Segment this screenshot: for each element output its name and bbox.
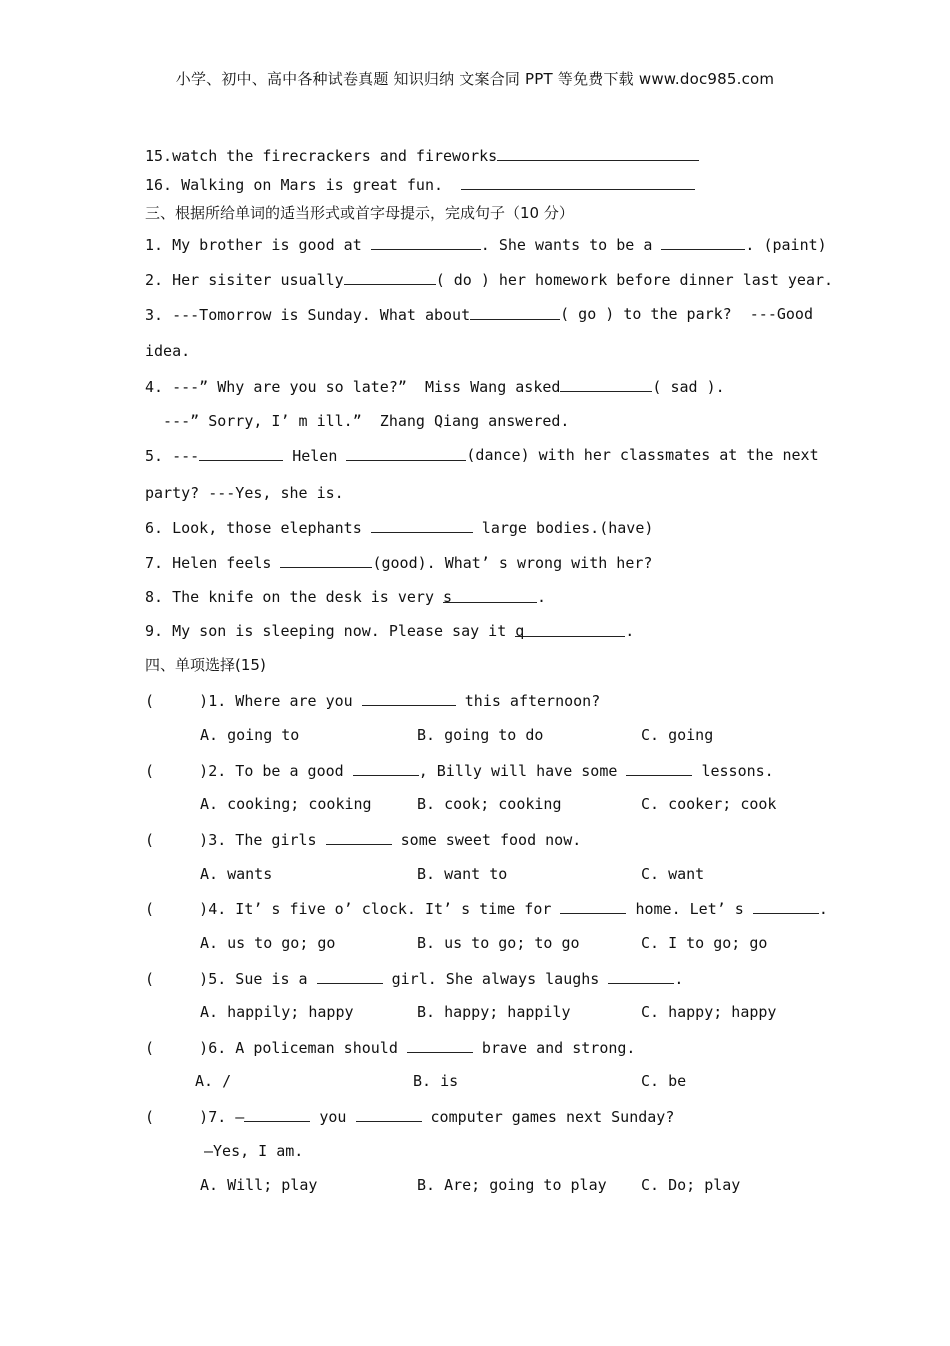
mc-7-option-b[interactable]: B. Are; going to play bbox=[417, 1176, 607, 1194]
answer-blank[interactable]: q bbox=[515, 621, 625, 637]
p3-question-1: 1. My brother is good at . She wants to be a . (paint) bbox=[145, 236, 827, 254]
p3-question-7: 7. Helen feels (good). What’ s wrong with her? bbox=[145, 554, 653, 572]
p3-question-3: 3. ---Tomorrow is Sunday. What about ( go ) to the park? ---Good bbox=[145, 305, 813, 324]
section-3-title: 三、根据所给单词的适当形式或首字母提示，完成句子（10 分） bbox=[145, 204, 574, 222]
p3-question-6: 6. Look, those elephants large bodies.(have) bbox=[145, 519, 654, 537]
mc-3-option-b[interactable]: B. want to bbox=[417, 865, 508, 883]
p3-question-5: 5. --- Helen (dance) with her classmates at the next bbox=[145, 446, 819, 465]
answer-blank[interactable] bbox=[470, 304, 560, 320]
answer-blank[interactable] bbox=[497, 145, 699, 161]
answer-blank[interactable] bbox=[560, 898, 626, 914]
mc-6-option-c[interactable]: C. be bbox=[641, 1072, 687, 1090]
answer-blank[interactable] bbox=[371, 517, 473, 533]
mc-7-option-a[interactable]: A. Will; play bbox=[200, 1176, 318, 1194]
mc-question-2: ( )2. To be a good , Billy will have some lessons. bbox=[145, 762, 774, 780]
mc-question-4: ( )4. It’ s five o’ clock. It’ s time for home. Let’ s . bbox=[145, 900, 828, 918]
mc-5-option-b[interactable]: B. happy; happily bbox=[417, 1003, 571, 1021]
answer-blank[interactable] bbox=[626, 760, 692, 776]
mc-5-option-a[interactable]: A. happily; happy bbox=[200, 1003, 354, 1021]
mc-7-option-c[interactable]: C. Do; play bbox=[641, 1176, 741, 1194]
mc-6-option-b[interactable]: B. is bbox=[413, 1072, 459, 1090]
p3-question-2: 2. Her sisiter usually ( do ) her homework before dinner last year. bbox=[145, 271, 834, 289]
answer-blank[interactable] bbox=[346, 445, 466, 461]
answer-blank[interactable] bbox=[244, 1106, 310, 1122]
answer-blank[interactable] bbox=[356, 1106, 422, 1122]
p3-question-9: 9. My son is sleeping now. Please say it q . bbox=[145, 622, 635, 640]
answer-blank[interactable] bbox=[317, 968, 383, 984]
answer-blank[interactable]: s bbox=[443, 587, 537, 603]
mc-4-option-a[interactable]: A. us to go; go bbox=[200, 934, 336, 952]
answer-blank[interactable] bbox=[199, 445, 283, 461]
page-header: 小学、初中、高中各种试卷真题 知识归纳 文案合同 PPT 等免费下载 www.doc985.com bbox=[175, 70, 775, 88]
answer-blank[interactable] bbox=[371, 234, 481, 250]
answer-blank[interactable] bbox=[407, 1037, 473, 1053]
mc-question-3: ( )3. The girls some sweet food now. bbox=[145, 831, 582, 849]
answer-blank[interactable] bbox=[608, 968, 674, 984]
p3-question-5-cont: party? ---Yes, she is. bbox=[145, 484, 344, 502]
mc-7-answer-line: —Yes, I am. bbox=[204, 1142, 304, 1160]
mc-4-option-b[interactable]: B. us to go; to go bbox=[417, 934, 580, 952]
mc-2-option-a[interactable]: A. cooking; cooking bbox=[200, 795, 372, 813]
mc-question-6: ( )6. A policeman should brave and strong. bbox=[145, 1039, 636, 1057]
answer-blank[interactable] bbox=[326, 829, 392, 845]
answer-blank[interactable] bbox=[362, 690, 456, 706]
answer-blank[interactable] bbox=[753, 898, 819, 914]
answer-blank[interactable] bbox=[280, 552, 372, 568]
mc-1-option-b[interactable]: B. going to do bbox=[417, 726, 544, 744]
p3-question-4-reply: ---” Sorry, I’ m ill.” Zhang Qiang answered. bbox=[145, 412, 570, 430]
mc-6-option-a[interactable]: A. / bbox=[195, 1072, 232, 1090]
mc-4-option-c[interactable]: C. I to go; go bbox=[641, 934, 768, 952]
answer-blank[interactable] bbox=[353, 760, 419, 776]
mc-1-option-a[interactable]: A. going to bbox=[200, 726, 300, 744]
p3-question-4: 4. ---” Why are you so late?” Miss Wang asked ( sad ). bbox=[145, 378, 725, 396]
answer-blank[interactable] bbox=[560, 376, 652, 392]
answer-blank[interactable] bbox=[461, 174, 695, 190]
question-16: 16. Walking on Mars is great fun. bbox=[145, 174, 695, 195]
question-15: 15.watch the firecrackers and fireworks bbox=[145, 145, 699, 166]
p3-question-3-cont: idea. bbox=[145, 342, 191, 360]
mc-2-option-b[interactable]: B. cook; cooking bbox=[417, 795, 562, 813]
mc-question-5: ( )5. Sue is a girl. She always laughs . bbox=[145, 970, 684, 988]
mc-question-7: ( )7. — you computer games next Sunday? bbox=[145, 1108, 675, 1126]
mc-5-option-c[interactable]: C. happy; happy bbox=[641, 1003, 777, 1021]
mc-question-1: ( )1. Where are you this afternoon? bbox=[145, 692, 601, 710]
answer-blank[interactable] bbox=[661, 234, 745, 250]
mc-3-option-a[interactable]: A. wants bbox=[200, 865, 273, 883]
mc-1-option-c[interactable]: C. going bbox=[641, 726, 714, 744]
answer-blank[interactable] bbox=[344, 269, 436, 285]
section-4-title: 四、单项选择(15) bbox=[145, 656, 266, 674]
p3-question-8: 8. The knife on the desk is very s . bbox=[145, 588, 547, 606]
mc-2-option-c[interactable]: C. cooker; cook bbox=[641, 795, 777, 813]
mc-3-option-c[interactable]: C. want bbox=[641, 865, 705, 883]
